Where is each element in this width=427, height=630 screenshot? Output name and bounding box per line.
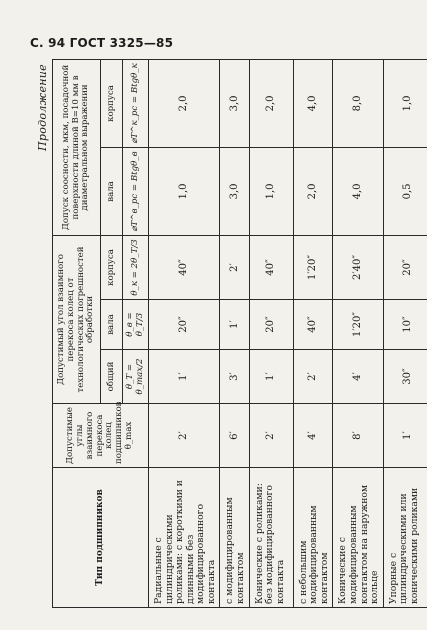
- table-row: [333, 59, 383, 607]
- cell-type: Упорные с цилиндрическими или коническими роликами: [383, 468, 427, 608]
- cell-general: 2′: [293, 350, 333, 404]
- cell-coax-shaft: 1,0: [249, 147, 293, 235]
- cell-coax-housing: 2,0: [149, 59, 220, 147]
- table-row: [249, 59, 293, 607]
- formula-general: θ_Т = θ_max/2: [123, 350, 149, 404]
- cell-general: 1′: [149, 350, 220, 404]
- cell-coax-housing: 4,0: [293, 59, 333, 147]
- table-row: [220, 59, 249, 607]
- cell-coax-housing: 2,0: [249, 59, 293, 147]
- formula-coax-shaft: ⌀T^в_pc = Btgθ_в: [123, 147, 149, 235]
- cell-coax-housing: 1,0: [383, 59, 427, 147]
- cell-housing: 40″: [149, 235, 220, 299]
- cell-theta-max: 4′: [293, 404, 333, 468]
- cell-coax-shaft: 4,0: [333, 147, 383, 235]
- table-row: [383, 59, 427, 607]
- cell-housing: 2′40″: [333, 235, 383, 299]
- cell-housing: 20″: [383, 235, 427, 299]
- cell-coax-housing: 3,0: [220, 59, 249, 147]
- formula-coax-housing: ⌀T^к_pc = Btgθ_к: [123, 59, 149, 147]
- cell-coax-shaft: 1,0: [149, 147, 220, 235]
- table-row: [149, 59, 220, 607]
- header-angle-group: Допустимый угол взаимного перекоса колец от технологических погрешностей обработки: [53, 235, 101, 403]
- cell-coax-shaft: 2,0: [293, 147, 333, 235]
- cell-shaft: 10″: [383, 300, 427, 350]
- cell-general: 4′: [333, 350, 383, 404]
- cell-type: Конические с роликами: без модифицированного контакта: [249, 468, 293, 608]
- cell-shaft: 1′20″: [333, 300, 383, 350]
- cell-general: 3′: [220, 350, 249, 404]
- header-coax-shaft: вала: [101, 147, 123, 235]
- page-header: С. 94 ГОСТ 3325—85: [30, 36, 174, 50]
- cell-theta-max: 2′: [149, 404, 220, 468]
- cell-shaft: 40″: [293, 300, 333, 350]
- cell-theta-max: 1′: [383, 404, 427, 468]
- cell-housing: 1′20″: [293, 235, 333, 299]
- cell-type: Радиальные с цилиндрическими роликами: с короткими и длинными без модифицированного контакта: [149, 468, 220, 608]
- header-coax-housing: корпуса: [101, 59, 123, 147]
- rotated-page-area: [30, 60, 420, 608]
- rotated-table-content: [30, 60, 420, 608]
- cell-shaft: 1′: [220, 300, 249, 350]
- cell-coax-shaft: 0,5: [383, 147, 427, 235]
- header-theta-max: Допустимые углы взаимного перекоса колец подшипников θ_max: [53, 404, 149, 468]
- cell-theta-max: 6′: [220, 404, 249, 468]
- cell-theta-max: 8′: [333, 404, 383, 468]
- cell-type: с модифицированным контактом: [220, 468, 249, 608]
- cell-general: 1′: [249, 350, 293, 404]
- cell-type: Конические с модифицированным контактом на наружном кольце: [333, 468, 383, 608]
- formula-shaft: θ_в = θ_Т/3: [123, 300, 149, 350]
- formula-housing: θ_к = 2θ_Т/3: [123, 235, 149, 299]
- header-general: общий: [101, 350, 123, 404]
- table-row: [293, 59, 333, 607]
- header-coaxiality-group: Допуск соосности, мкм, посадочной поверхности длиной B=10 мм в диаметральном выражении: [53, 59, 101, 235]
- header-housing: корпуса: [101, 235, 123, 299]
- cell-coax-shaft: 3,0: [220, 147, 249, 235]
- cell-coax-housing: 8,0: [333, 59, 383, 147]
- cell-housing: 40″: [249, 235, 293, 299]
- header-shaft: вала: [101, 300, 123, 350]
- continuation-label: Продолжение: [36, 64, 49, 152]
- header-bearing-type: Тип подшипников: [53, 468, 149, 608]
- cell-shaft: 20″: [249, 300, 293, 350]
- tolerance-table: [52, 59, 427, 608]
- cell-general: 30″: [383, 350, 427, 404]
- cell-type: с небольшим модифицированным контактом: [293, 468, 333, 608]
- cell-shaft: 20″: [149, 300, 220, 350]
- cell-theta-max: 2′: [249, 404, 293, 468]
- cell-housing: 2′: [220, 235, 249, 299]
